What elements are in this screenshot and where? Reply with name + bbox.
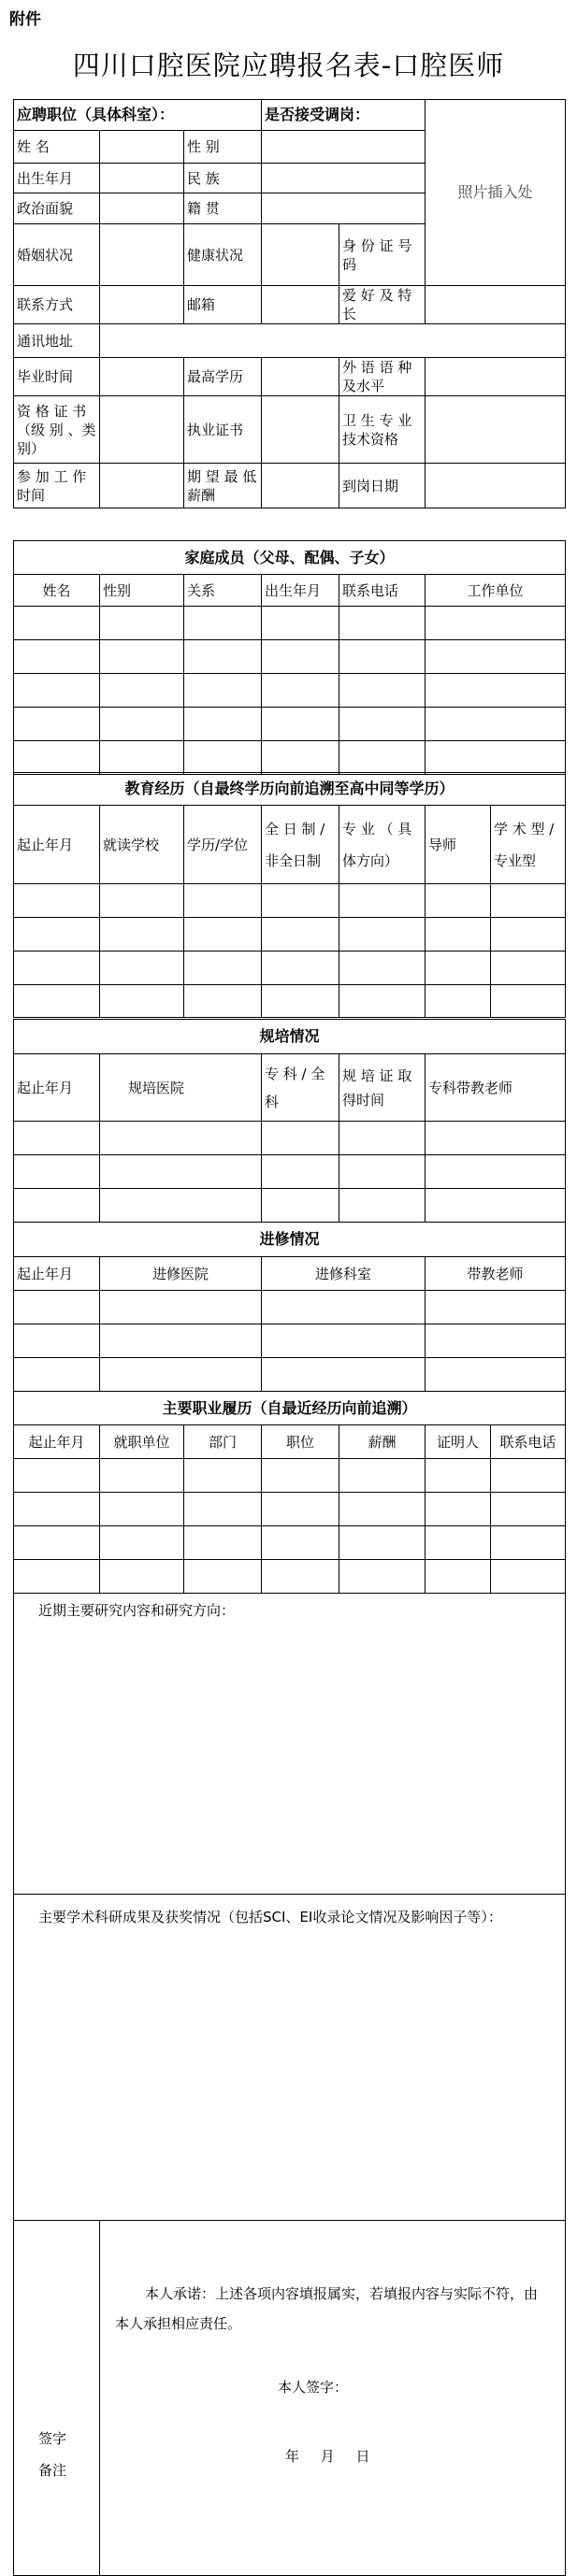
contact-value[interactable]: [100, 286, 184, 324]
work-header: 联系电话: [491, 1425, 566, 1459]
salary-value[interactable]: [262, 464, 339, 508]
name-label: 姓 名: [14, 131, 100, 164]
health-label: 健康状况: [184, 224, 262, 286]
address-label: 通讯地址: [14, 324, 100, 358]
table-row[interactable]: [14, 607, 566, 640]
table-row[interactable]: [14, 918, 566, 952]
gender-label: 性 别: [184, 131, 262, 164]
education-header: 学历/学位: [184, 806, 262, 884]
residency-table: [13, 1019, 566, 1223]
contact-label: 联系方式: [14, 286, 100, 324]
table-row[interactable]: [14, 1291, 566, 1324]
study-header: 进修科室: [262, 1257, 426, 1291]
education-header: 学 术 型 / 专业型: [491, 806, 566, 884]
work-header: 证明人: [426, 1425, 491, 1459]
signature-label: 本人签字：: [278, 2379, 349, 2396]
study-header: 起止年月: [14, 1257, 100, 1291]
table-row[interactable]: [14, 1493, 566, 1526]
email-label: 邮箱: [184, 286, 262, 324]
family-header: 联系电话: [339, 575, 426, 607]
degree-value[interactable]: [262, 358, 339, 396]
address-value[interactable]: [100, 324, 566, 358]
native-place-label: 籍 贯: [184, 193, 262, 224]
table-row[interactable]: [14, 1155, 566, 1189]
accept-transfer-label: 是否接受调岗：: [262, 100, 426, 131]
work-table: [13, 1391, 566, 1594]
promise-text: 本人承诺：上述各项内容填报属实，若填报内容与实际不符，由本人承担相应责任。: [115, 2285, 539, 2332]
study-header: 进修医院: [100, 1257, 262, 1291]
research-label: 近期主要研究内容和研究方向：: [38, 1602, 236, 1619]
gender-value[interactable]: [262, 131, 426, 164]
work-header: 部门: [184, 1425, 262, 1459]
study-section-title: 进修情况: [14, 1223, 566, 1257]
ethnicity-label: 民 族: [184, 164, 262, 193]
family-header: 姓名: [14, 575, 100, 607]
graduation-label: 毕业时间: [14, 358, 100, 396]
statement-table: [13, 1593, 566, 2576]
name-value[interactable]: [100, 131, 184, 164]
degree-label: 最高学历: [184, 358, 262, 396]
education-header: 起止年月: [14, 806, 100, 884]
table-row[interactable]: [14, 1560, 566, 1594]
family-table: [13, 540, 566, 775]
table-row[interactable]: [14, 640, 566, 674]
training-quals-label: 卫 生 专 业技术资格: [339, 396, 426, 464]
family-header: 性别: [100, 575, 184, 607]
table-row[interactable]: [14, 708, 566, 741]
residency-section-title: 规培情况: [14, 1020, 566, 1054]
political-label: 政治面貌: [14, 193, 100, 224]
basic-info-table: [13, 99, 566, 508]
marital-value[interactable]: [100, 224, 184, 286]
residency-header: 起止年月: [14, 1054, 100, 1122]
arrival-label: 到岗日期: [339, 464, 426, 508]
research-area[interactable]: [14, 1594, 566, 1895]
residency-header: 规 培 证 取 得时间: [339, 1054, 426, 1122]
work-start-value[interactable]: [100, 464, 184, 508]
education-table: [13, 772, 566, 1018]
work-start-label: 参 加 工 作时间: [14, 464, 100, 508]
position-label: 应聘职位（具体科室）：: [14, 100, 262, 131]
arrival-value[interactable]: [426, 464, 566, 508]
ethnicity-value[interactable]: [262, 164, 426, 193]
education-header: 导师: [426, 806, 491, 884]
family-header: 出生年月: [262, 575, 339, 607]
certificate-label: 资 格 证 书（级 别 、类别）: [14, 396, 100, 464]
certificate-value[interactable]: [100, 396, 184, 464]
sign-area[interactable]: [100, 2221, 566, 2576]
birth-value[interactable]: [100, 164, 184, 193]
table-row[interactable]: [14, 985, 566, 1018]
salary-label: 期 望 最 低 薪酬: [184, 464, 262, 508]
education-header: 就读学校: [100, 806, 184, 884]
id-number-label: 身 份 证 号 码: [339, 224, 426, 286]
table-row[interactable]: [14, 1189, 566, 1223]
table-row[interactable]: [14, 1526, 566, 1560]
email-value[interactable]: [262, 286, 339, 324]
table-row[interactable]: [14, 1122, 566, 1155]
practice-cert-value[interactable]: [262, 396, 339, 464]
photo-placeholder[interactable]: 照片插入处: [426, 100, 566, 286]
work-header: 起止年月: [14, 1425, 100, 1459]
practice-cert-label: 执业证书: [184, 396, 262, 464]
table-row[interactable]: [14, 952, 566, 985]
hobbies-label: 爱 好 及 特 长: [339, 286, 426, 324]
native-place-value[interactable]: [262, 193, 426, 224]
work-header: 就职单位: [100, 1425, 184, 1459]
birth-label: 出生年月: [14, 164, 100, 193]
table-row[interactable]: [14, 1459, 566, 1493]
language-label: 外 语 语 种 及水平: [339, 358, 426, 396]
sign-label: 签字备注: [14, 2221, 100, 2576]
table-row[interactable]: [14, 741, 566, 775]
education-header: 专 业 （ 具 体方向）: [339, 806, 426, 884]
training-quals-value[interactable]: [426, 396, 566, 464]
work-header: 职位: [262, 1425, 339, 1459]
table-row[interactable]: [14, 674, 566, 708]
residency-header: 规培医院: [100, 1054, 262, 1122]
sign-date: 年 月 日: [285, 2448, 370, 2465]
family-header: 工作单位: [426, 575, 566, 607]
work-header: 薪酬: [339, 1425, 426, 1459]
table-row[interactable]: [14, 1324, 566, 1358]
political-value[interactable]: [100, 193, 184, 224]
language-value[interactable]: [426, 358, 566, 396]
residency-header: 专 科 / 全 科: [262, 1054, 339, 1122]
education-header: 全 日 制 / 非全日制: [262, 806, 339, 884]
achievements-label: 主要学术科研成果及获奖情况（包括SCI、EI收录论文情况及影响因子等）：: [38, 1909, 502, 1925]
study-table: [13, 1222, 566, 1392]
graduation-value[interactable]: [100, 358, 184, 396]
achievements-area[interactable]: [14, 1895, 566, 2221]
education-section-title: 教育经历（自最终学历向前追溯至高中同等学历）: [14, 773, 566, 806]
table-row[interactable]: [14, 884, 566, 918]
family-header: 关系: [184, 575, 262, 607]
hobbies-value[interactable]: [426, 286, 566, 324]
form-title: 四川口腔医院应聘报名表-口腔医师: [72, 50, 505, 81]
study-header: 带教老师: [426, 1257, 566, 1291]
residency-header: 专科带教老师: [426, 1054, 566, 1122]
work-section-title: 主要职业履历（自最近经历向前追溯）: [14, 1392, 566, 1425]
attachment-label: 附件: [9, 10, 41, 29]
table-row[interactable]: [14, 1358, 566, 1392]
family-section-title: 家庭成员（父母、配偶、子女）: [14, 541, 566, 575]
marital-label: 婚姻状况: [14, 224, 100, 286]
health-value[interactable]: [262, 224, 339, 286]
